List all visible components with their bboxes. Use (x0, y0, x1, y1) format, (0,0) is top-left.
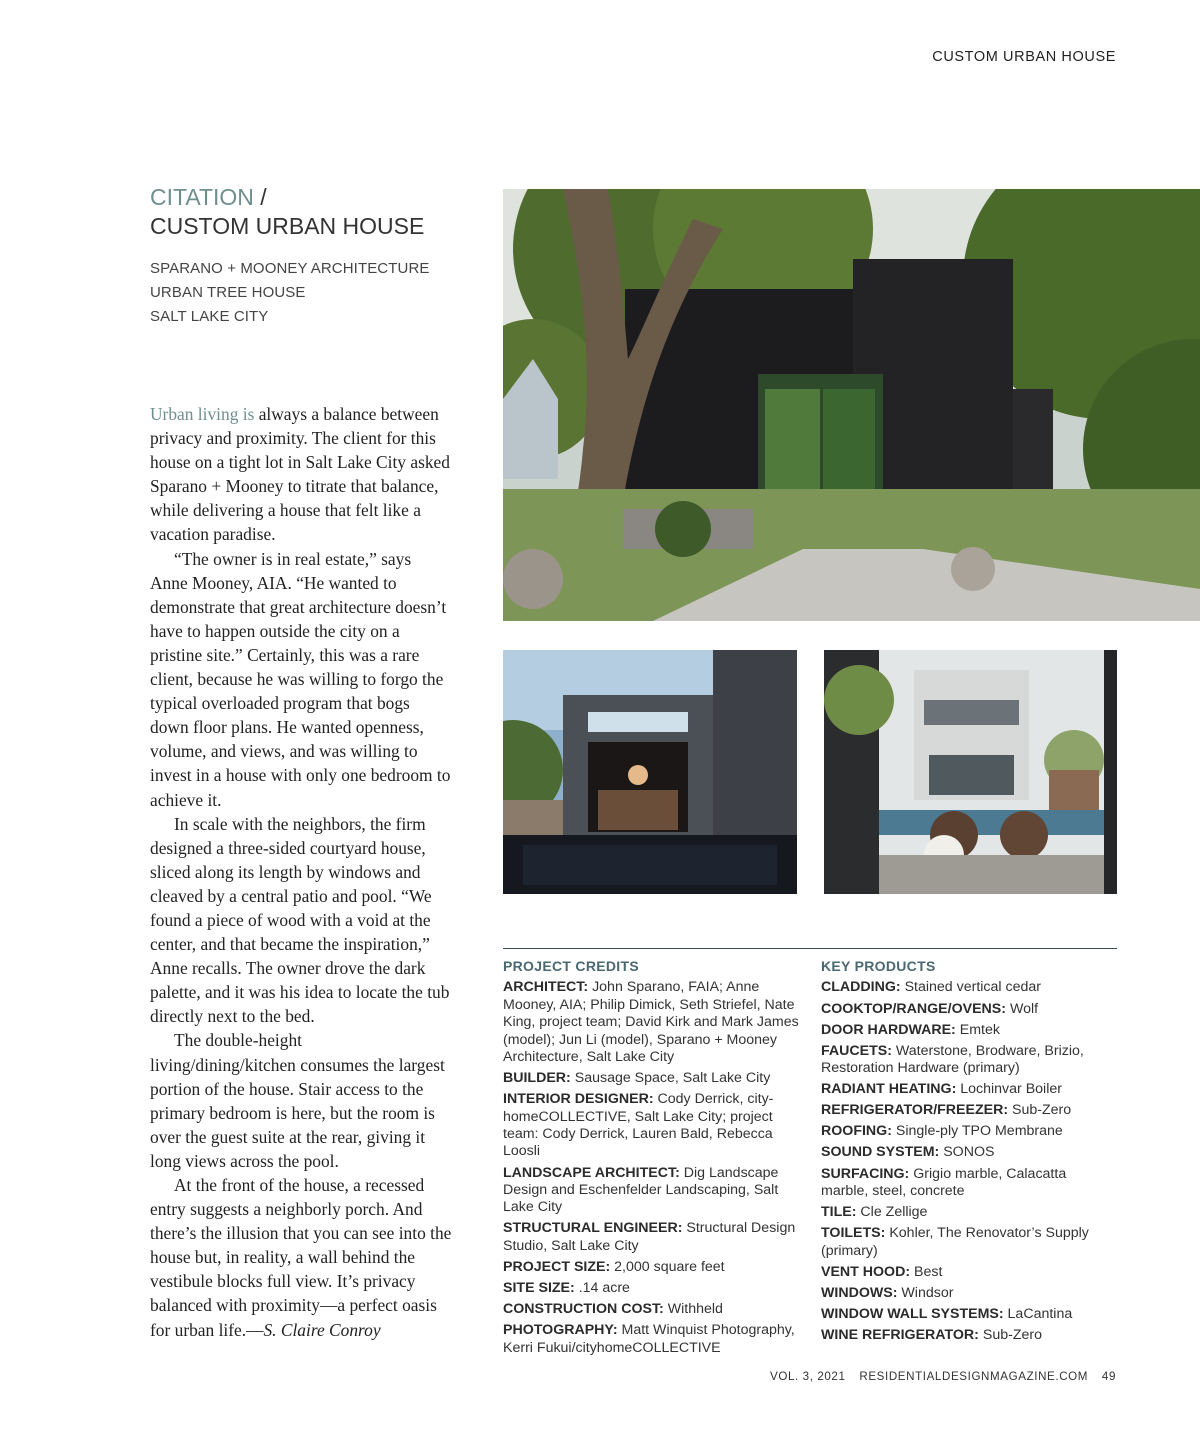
key-product-value: Grigio marble, Calacatta marble, steel, concrete (821, 1165, 1067, 1199)
key-product-value: Sub-Zero (982, 1326, 1042, 1343)
article-p5-text: At the front of the house, a recessed entry suggests a neighborly porch. And there’s the illusion that you can see into the house but, in reality, a wall behind the vestibule blocks full view. It’s privacy balanced with proximity—a perfect oasis for urban life.— (150, 1175, 452, 1340)
project-credit-label: ARCHITECT: (503, 979, 589, 996)
key-product-label: COOKTOP/RANGE/OVENS: (821, 1000, 1006, 1017)
project-credit-value: 2,000 square feet (614, 1258, 725, 1275)
project-credit-value: Structural Design Studio, Salt Lake City (503, 1220, 796, 1254)
key-product-value: SONOS (943, 1144, 995, 1161)
key-products (821, 958, 1117, 1348)
key-product-value: Wolf (1009, 1000, 1039, 1017)
key-product-label: REFRIGERATOR/FREEZER: (821, 1102, 1009, 1119)
article-byline: S. Claire Conroy (263, 1319, 381, 1340)
key-product-value: Stained vertical cedar (904, 979, 1041, 996)
key-product-value: Cle Zellige (860, 1204, 928, 1221)
project-credit-value: Sausage Space, Salt Lake City (574, 1070, 771, 1087)
project-credit-entry (503, 979, 803, 1066)
project-credit-value: John Sparano, FAIA; Anne Mooney, AIA; Philip Dimick, Seth Striefel, Nate King, project team; David Kirk and Mark James (model); Jun Li (model), Sparano + Mooney Architecture, Salt Lake City (503, 979, 799, 1066)
subtitle-block (150, 257, 470, 329)
project-credit-entry (503, 1165, 803, 1217)
key-product-label: WINE REFRIGERATOR: (821, 1326, 979, 1343)
key-product-label: CLADDING: (821, 979, 901, 996)
key-product-value: Windsor (901, 1284, 954, 1301)
key-product-entry (821, 1306, 1117, 1323)
article-paragraph-4: The double-height living/dining/kitchen consumes the largest portion of the house. Stair access to the primary bedroom is here, but the room is over the guest suite at the rear, giving it long views across the pool. (150, 1030, 445, 1171)
project-credit-value: Cody Derrick, cityhomeCOLLECTIVE, Salt Lake City; project team: Cody Derrick, Lauren Bald, Rebecca Loosli (503, 1091, 774, 1160)
key-product-label: RADIANT HEATING: (821, 1081, 957, 1098)
key-product-entry (821, 1001, 1117, 1018)
project-credit-label: PHOTOGRAPHY: (503, 1322, 618, 1339)
key-products-heading: KEY PRODUCTS (821, 958, 936, 974)
key-product-label: DOOR HARDWARE: (821, 1021, 956, 1038)
page-footer (760, 1370, 1116, 1383)
project-credit-entry (503, 1280, 803, 1297)
key-products-list (821, 979, 1117, 1344)
title-block (150, 183, 470, 329)
key-product-entry (821, 1166, 1117, 1201)
key-product-entry (821, 1144, 1117, 1161)
subtitle-firm: SPARANO + MOONEY ARCHITECTURE (150, 260, 430, 277)
project-credit-entry (503, 1301, 803, 1318)
article-body (150, 402, 452, 1342)
citation-label: CITATION (150, 184, 254, 210)
key-product-entry (821, 1102, 1117, 1119)
courtyard-photo-illustration (503, 650, 797, 894)
key-product-label: WINDOWS: (821, 1284, 898, 1301)
project-credit-label: LANDSCAPE ARCHITECT: (503, 1164, 680, 1181)
key-product-label: WINDOW WALL SYSTEMS: (821, 1305, 1004, 1322)
project-credit-entry (503, 1220, 803, 1255)
key-product-value: Single-ply TPO Membrane (895, 1123, 1063, 1140)
subtitle-project: URBAN TREE HOUSE (150, 284, 306, 301)
project-credit-value: Dig Landscape Design and Eschenfelder Landscaping, Salt Lake City (503, 1164, 779, 1216)
project-credit-value: .14 acre (578, 1280, 630, 1297)
key-product-value: Sub-Zero (1012, 1102, 1072, 1119)
title-separator: / (253, 184, 267, 210)
subtitle-location: SALT LAKE CITY (150, 308, 269, 325)
project-credit-label: INTERIOR DESIGNER: (503, 1091, 654, 1108)
project-credit-label: STRUCTURAL ENGINEER: (503, 1220, 683, 1237)
key-product-label: TILE: (821, 1204, 857, 1221)
key-product-entry (821, 1264, 1117, 1281)
key-product-value: LaCantina (1007, 1305, 1073, 1322)
key-product-label: TOILETS: (821, 1225, 886, 1242)
key-product-entry (821, 1327, 1117, 1344)
exterior-photo (503, 189, 1200, 621)
title-line1 (150, 183, 470, 212)
exterior-photo-illustration (503, 189, 1200, 621)
key-product-entry (821, 1204, 1117, 1221)
article-paragraph-1 (150, 402, 452, 547)
project-credit-value: Matt Winquist Photography, Kerri Fukui/cityhomeCOLLECTIVE (503, 1322, 795, 1356)
project-credit-label: BUILDER: (503, 1070, 571, 1087)
key-product-value: Best (914, 1263, 943, 1280)
article-p1-text: always a balance between privacy and proximity. The client for this house on a tight lot in Salt Lake City asked Sparano + Mooney to titrate that balance, while delivering a house that felt like a vacation paradise. (150, 404, 450, 545)
project-credit-entry (503, 1259, 803, 1276)
key-product-entry (821, 1225, 1117, 1260)
page-title: CUSTOM URBAN HOUSE (150, 213, 425, 239)
project-credit-entry (503, 1091, 803, 1161)
project-credits (503, 958, 803, 1361)
running-head: CUSTOM URBAN HOUSE (932, 49, 1116, 65)
project-credit-label: SITE SIZE: (503, 1280, 575, 1297)
credits-divider (503, 948, 1117, 949)
project-credit-label: CONSTRUCTION COST: (503, 1301, 664, 1318)
article-paragraph-2: “The owner is in real estate,” says Anne Mooney, AIA. “He wanted to demonstrate that great architecture doesn’t have to happen outside the city on a pristine site.” Certainly, this was a rare client, because he was willing to forgo the typical overloaded program that bogs down floor plans. He wanted openness, volume, and views, and was willing to invest in a house with only one bedroom to achieve it. (150, 548, 451, 810)
key-product-entry (821, 1285, 1117, 1302)
footer-volume: VOL. 3, 2021 (770, 1370, 846, 1383)
key-product-value: Waterstone, Brodware, Brizio, Restoration Hardware (primary) (821, 1042, 1084, 1077)
key-product-label: SOUND SYSTEM: (821, 1144, 940, 1161)
key-product-label: ROOFING: (821, 1123, 892, 1140)
living-room-photo-illustration (824, 650, 1117, 894)
footer-site: RESIDENTIALDESIGNMAGAZINE.COM (859, 1370, 1089, 1383)
key-product-entry (821, 979, 1117, 996)
key-product-label: SURFACING: (821, 1165, 910, 1182)
project-credit-label: PROJECT SIZE: (503, 1258, 611, 1275)
courtyard-photo (503, 650, 797, 894)
project-credits-heading: PROJECT CREDITS (503, 958, 639, 974)
article-paragraph-5 (150, 1173, 452, 1342)
article-lead: Urban living is (150, 404, 255, 424)
key-product-entry (821, 1022, 1117, 1039)
key-product-label: VENT HOOD: (821, 1263, 911, 1280)
page-number: 49 (1101, 1370, 1116, 1383)
project-credit-entry (503, 1322, 803, 1357)
key-product-entry (821, 1123, 1117, 1140)
key-product-entry (821, 1081, 1117, 1098)
key-product-value: Emtek (959, 1021, 1000, 1038)
article-paragraph-3: In scale with the neighbors, the firm designed a three-sided courtyard house, sliced along its length by windows and cleaved by a central patio and pool. “We found a piece of wood with a void at the center, and that became the inspiration,” Anne recalls. The owner drove the dark palette, and it was his idea to locate the tub directly next to the bed. (150, 813, 450, 1027)
key-product-value: Kohler, The Renovator’s Supply (primary) (821, 1225, 1089, 1259)
project-credits-list (503, 979, 803, 1357)
key-product-value: Lochinvar Boiler (960, 1081, 1062, 1098)
project-credit-value: Withheld (667, 1301, 723, 1318)
key-product-entry (821, 1043, 1117, 1078)
key-product-label: FAUCETS: (821, 1042, 892, 1059)
project-credit-entry (503, 1070, 803, 1087)
living-room-photo (824, 650, 1117, 894)
